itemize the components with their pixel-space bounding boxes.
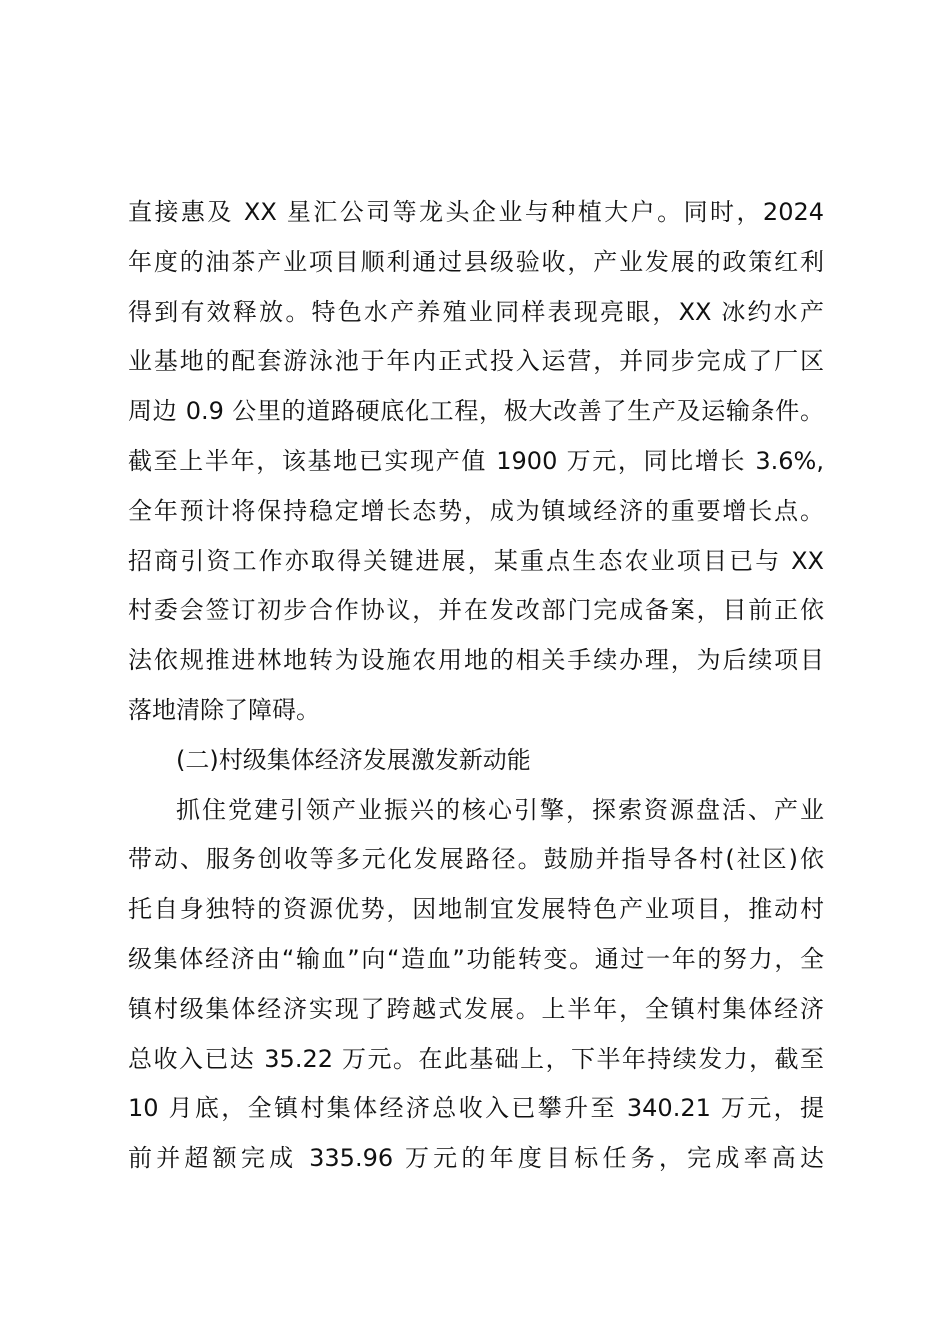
text-line: 周边 0.9 公里的道路硬底化工程，极大改善了生产及运输条件。: [128, 397, 824, 426]
text-line: 全年预计将保持稳定增长态势，成为镇域经济的重要增长点。: [128, 496, 824, 525]
text-line: 得到有效释放。特色水产养殖业同样表现亮眼，XX 冰约水产: [128, 297, 824, 326]
paragraph-2: [128, 786, 828, 1184]
text-line: 年度的油茶产业项目顺利通过县级验收，产业发展的政策红利: [128, 247, 824, 276]
text-line: 招商引资工作亦取得关键进展，某重点生态农业项目已与 XX: [128, 546, 824, 575]
text-line: 法依规推进林地转为设施农用地的相关手续办理，为后续项目: [128, 646, 824, 675]
text-line: 截至上半年，该基地已实现产值 1900 万元，同比增长 3.6%,: [128, 446, 824, 475]
text-line: 村委会签订初步合作协议，并在发改部门完成备案，目前正依: [128, 596, 824, 625]
text-line: 镇村级集体经济实现了跨越式发展。上半年，全镇村集体经济: [128, 994, 824, 1023]
text-line: 带动、服务创收等多元化发展路径。鼓励并指导各村(社区)依: [128, 845, 824, 874]
text-line: 前并超额完成 335.96 万元的年度目标任务，完成率高达: [128, 1144, 824, 1173]
paragraph-1: [128, 188, 828, 736]
section-heading: (二)村级集体经济发展激发新动能: [176, 745, 531, 774]
text-line: 业基地的配套游泳池于年内正式投入运营，并同步完成了厂区: [128, 347, 824, 376]
text-line: 托自身独特的资源优势，因地制宜发展特色产业项目，推动村: [128, 895, 824, 924]
text-line: 落地清除了障碍。: [128, 695, 320, 724]
text-line: 直接惠及 XX 星汇公司等龙头企业与种植大户。同时，2024: [128, 198, 824, 226]
text-line: 总收入已达 35.22 万元。在此基础上，下半年持续发力，截至: [128, 1044, 824, 1073]
document-page: [128, 188, 828, 1184]
text-line: 抓住党建引领产业振兴的核心引擎，探索资源盘活、产业: [176, 795, 824, 824]
text-line: 10 月底，全镇村集体经济总收入已攀升至 340.21 万元，提: [128, 1094, 824, 1123]
text-line: 级集体经济由“输血”向“造血”功能转变。通过一年的努力，全: [128, 944, 824, 973]
